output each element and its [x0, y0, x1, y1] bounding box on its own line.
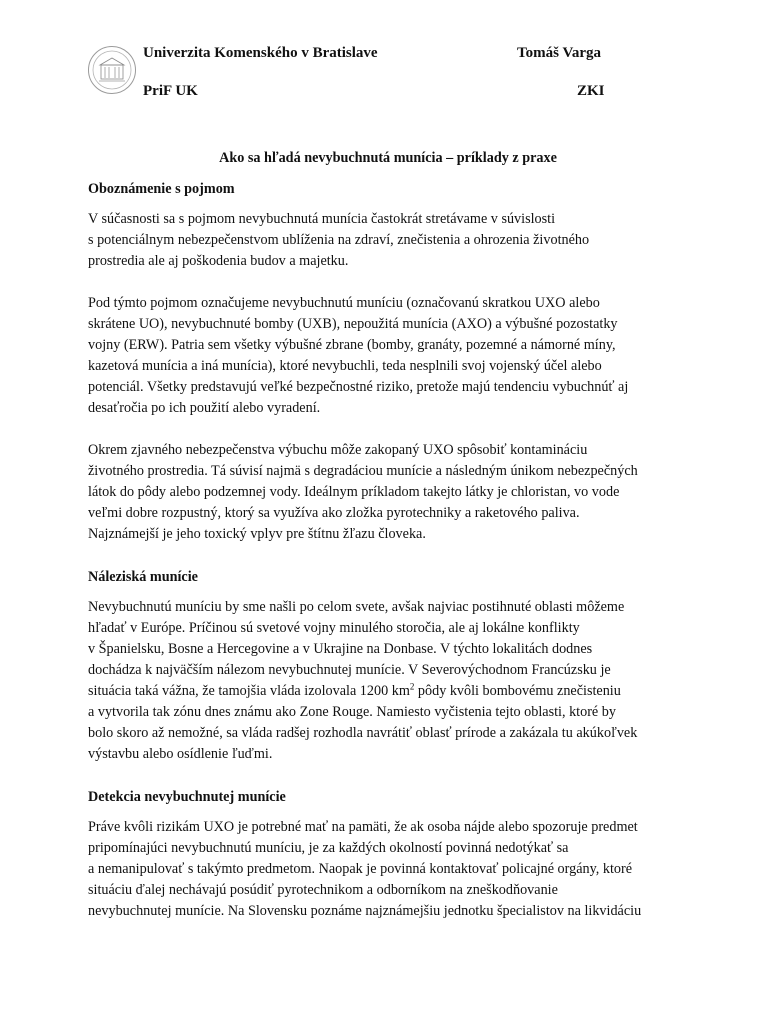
paragraph: [88, 817, 688, 922]
text-line: a nemanipulovať s takýmto predmetom. Naopak je povinná kontaktovať policajné orgány, ktoré: [88, 861, 633, 877]
text-line: bolo skoro až nemožné, sa vláda radšej rozhodla navrátiť oblasť prírode a zakázala tu akúkoľvek: [88, 725, 638, 741]
text-line: potenciál. Všetky predstavujú veľké bezpečnostné riziko, pretože majú tendenciu vybuchnúť aj: [88, 379, 629, 395]
university-name: Univerzita Komenského v Bratislave: [143, 45, 378, 61]
page-header: [0, 0, 768, 110]
text-line: nevybuchnutej munície. Na Slovensku poznáme najznámejšiu jednotku špecialistov na likvidáciu: [88, 903, 642, 919]
author-name: Tomáš Varga: [517, 45, 602, 61]
text-line: veľmi dobre rozpustný, ktorý sa využíva ako zložka pyrotechniky a raketového paliva.: [88, 505, 580, 521]
section-heading: Oboznámenie s pojmom: [88, 181, 235, 197]
department-name: ZKI: [577, 83, 605, 99]
paragraph: [88, 293, 688, 419]
text-line: v Španielsku, Bosne a Hercegovine a v Ukrajine na Donbase. V týchto lokalitách dodnes: [88, 641, 593, 657]
faculty-name: PriF UK: [143, 83, 198, 99]
section-heading: Náleziská munície: [88, 569, 198, 585]
paragraph: [88, 209, 688, 272]
text-line: s potenciálnym nebezpečenstvom ublíženia na zdraví, znečistenia a ohrozenia životného: [88, 232, 590, 248]
superscript: 2: [409, 681, 415, 692]
text-line: životného prostredia. Tá súvisí najmä s degradáciou munície a následným únikom nebezpečných: [88, 463, 638, 479]
text-line: látok do pôdy alebo podzemnej vody. Ideálnym príkladom takejto látky je chloristan, vo vode: [88, 484, 620, 500]
text-line: Najznámejší je jeho toxický vplyv pre štítnu žľazu človeka.: [88, 526, 426, 542]
text-line: desaťročia po ich použití alebo vyradení.: [88, 400, 321, 416]
text-line: Práve kvôli rizikám UXO je potrebné mať na pamäti, že ak osoba nájde alebo spozoruje predmet: [88, 819, 638, 835]
text-line: Pod týmto pojmom označujeme nevybuchnutú muníciu (označovanú skratkou UXO alebo: [88, 295, 600, 311]
text-line: a vytvorila tak zónu dnes známu ako Zone Rouge. Namiesto vyčistenia tejto oblasti, ktoré by: [88, 704, 616, 720]
text-line: [88, 681, 688, 702]
text-line: V súčasnosti sa s pojmom nevybuchnutá munícia častokrát stretávame v súvislosti: [88, 211, 556, 227]
university-seal-icon: [87, 45, 137, 95]
text-line: výstavbu alebo osídlenie ľuďmi.: [88, 746, 273, 762]
text-line: vojny (ERW). Patria sem všetky výbušné zbrane (bomby, granáty, pozemné a námorné míny,: [88, 337, 616, 353]
section-heading: Detekcia nevybuchnutej munície: [88, 789, 286, 805]
text-line: prostredia ale aj poškodenia budov a majetku.: [88, 253, 349, 269]
text-line: Okrem zjavného nebezpečenstva výbuchu môže zakopaný UXO spôsobiť kontamináciu: [88, 442, 588, 458]
document-body: [88, 148, 688, 943]
paragraph: [88, 597, 688, 765]
document-title: Ako sa hľadá nevybuchnutá munícia – príklady z praxe: [219, 150, 557, 166]
text-line: kazetová munícia a iná munícia), ktoré nevybuchli, teda nesplnili svoj vojenský účel alebo: [88, 358, 602, 374]
text-fragment: situácia taká vážna, že tamojšia vláda izolovala 1200 km: [88, 683, 410, 699]
text-line: skrátene UO), nevybuchnuté bomby (UXB), nepoužitá munícia (AXO) a výbušné pozostatky: [88, 316, 618, 332]
text-line: Nevybuchnutú muníciu by sme našli po celom svete, avšak najviac postihnuté oblasti môžeme: [88, 599, 625, 615]
text-line: dochádza k najväčším nálezom nevybuchnutej munície. V Severovýchodnom Francúzsku je: [88, 662, 611, 678]
text-line: pripomínajúci nevybuchnutú muníciu, je za každých okolností povinná nedotýkať sa: [88, 840, 569, 856]
text-line: hľadať v Európe. Príčinou sú svetové vojny minulého storočia, ale aj lokálne konflikty: [88, 620, 580, 636]
text-fragment: pôdy kvôli bombovému znečisteniu: [414, 683, 621, 699]
text-line: situáciu ďalej nechávajú posúdiť pyrotechnikom a odborníkom na zneškodňovanie: [88, 882, 558, 898]
paragraph: [88, 440, 688, 545]
